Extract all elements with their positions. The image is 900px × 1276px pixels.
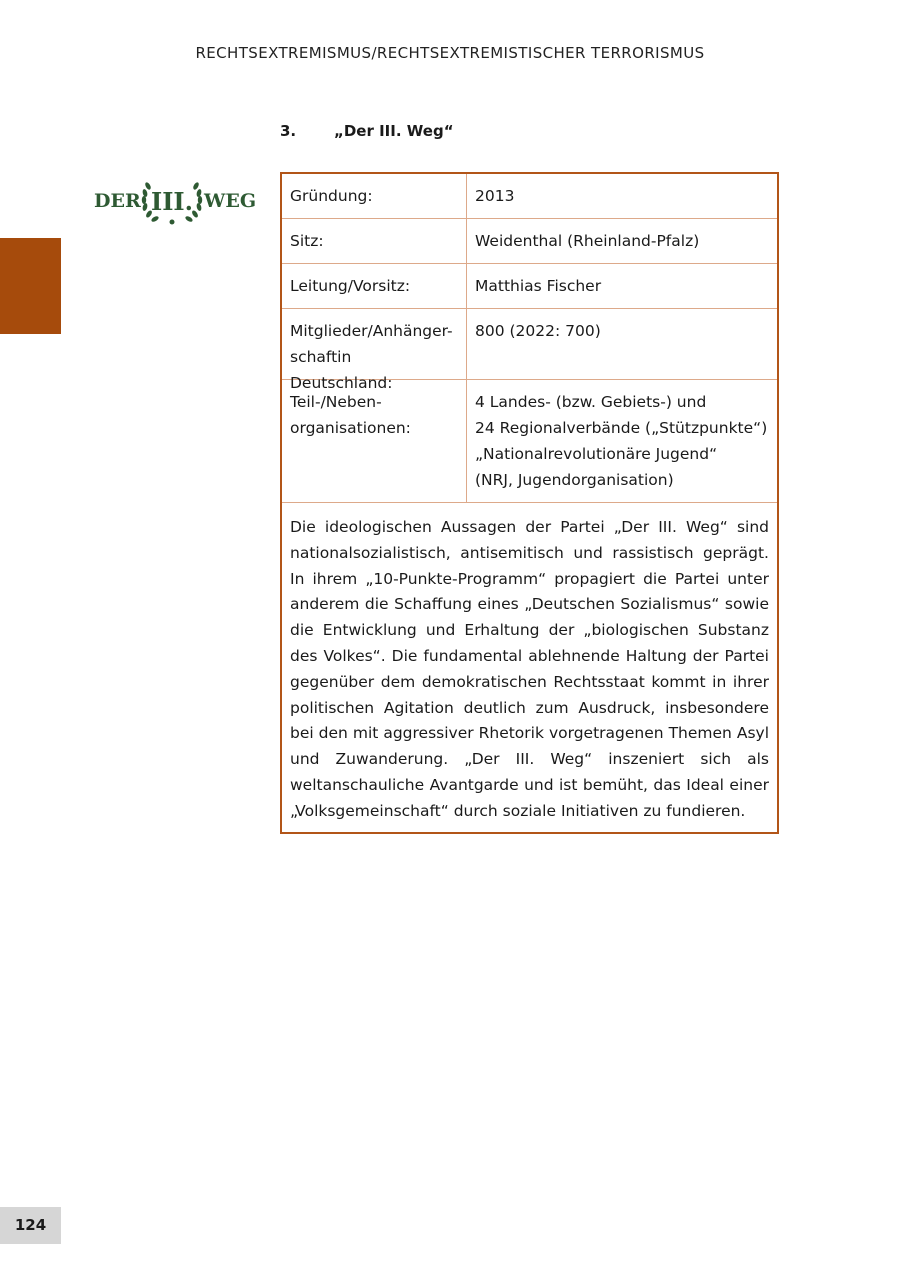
section-heading xyxy=(280,122,454,140)
row-label-line: organisationen: xyxy=(290,419,411,437)
logo-right-text: WEG xyxy=(204,190,257,212)
row-label-line: schaftin Deutschland: xyxy=(290,348,393,392)
row-value-line: 24 Regionalverbände („Stützpunkte“) xyxy=(475,419,768,437)
row-value xyxy=(467,380,777,502)
row-label: Sitz: xyxy=(282,219,467,263)
chapter-color-tab xyxy=(0,238,61,334)
section-title: „Der III. Weg“ xyxy=(334,122,454,140)
row-label: Leitung/Vorsitz: xyxy=(282,264,467,308)
party-description: Die ideologischen Aussagen der Partei „Der III. Weg“ sind nationalsozialistisch, antisemitisch und rassistisch geprägt. In ihrem „10-Punkte-Programm“ propagiert die Partei unter anderem die Schaffung eines „Deutschen Sozialismus“ sowie die Entwicklung und Erhaltung der „biologischen Substanz des Volkes“. Die fundamental ablehnende Haltung der Partei gegenüber dem demokratischen Rechtsstaat kommt in ihrer politischen Agitation deutlich zum Ausdruck, insbesondere bei den mit aggressiver Rhetorik vorgetragenen Themen Asyl und Zuwanderung. „Der III. Weg“ inszeniert sich als weltanschauliche Avantgarde und ist bemüht, das Ideal einer „Volksgemeinschaft“ durch soziale Initiativen zu fundieren. xyxy=(290,518,769,820)
row-value-line: „Nationalrevolutionäre Jugend“ xyxy=(475,445,718,463)
table-row xyxy=(282,174,777,219)
logo-left-text: DER xyxy=(94,190,141,212)
page-number-box xyxy=(0,1207,61,1244)
party-info-table xyxy=(280,172,779,834)
row-label xyxy=(282,309,467,392)
row-value-line: 4 Landes- (bzw. Gebiets-) und xyxy=(475,393,707,411)
row-value: 2013 xyxy=(475,187,515,205)
party-logo xyxy=(92,172,258,226)
table-row xyxy=(282,219,777,264)
page-number: 124 xyxy=(14,1216,47,1234)
table-row xyxy=(282,380,777,503)
row-value: 800 (2022: 700) xyxy=(475,322,601,340)
row-label xyxy=(282,380,467,502)
logo-center-text: III. xyxy=(150,187,194,216)
row-label: Gründung: xyxy=(282,174,467,218)
table-row xyxy=(282,309,777,392)
table-row xyxy=(282,264,777,309)
running-header: RECHTSEXTREMISMUS/RECHTSEXTREMISTISCHER TERRORISMUS xyxy=(195,44,705,62)
row-value: Weidenthal (Rheinland-Pfalz) xyxy=(475,232,700,250)
row-label-line: Mitglieder/Anhänger- xyxy=(290,322,453,340)
row-value: Matthias Fischer xyxy=(475,277,602,295)
row-value-line: (NRJ, Jugendorganisation) xyxy=(475,471,674,489)
row-label-line: Teil-/Neben- xyxy=(290,393,382,411)
section-number: 3. xyxy=(280,122,297,140)
